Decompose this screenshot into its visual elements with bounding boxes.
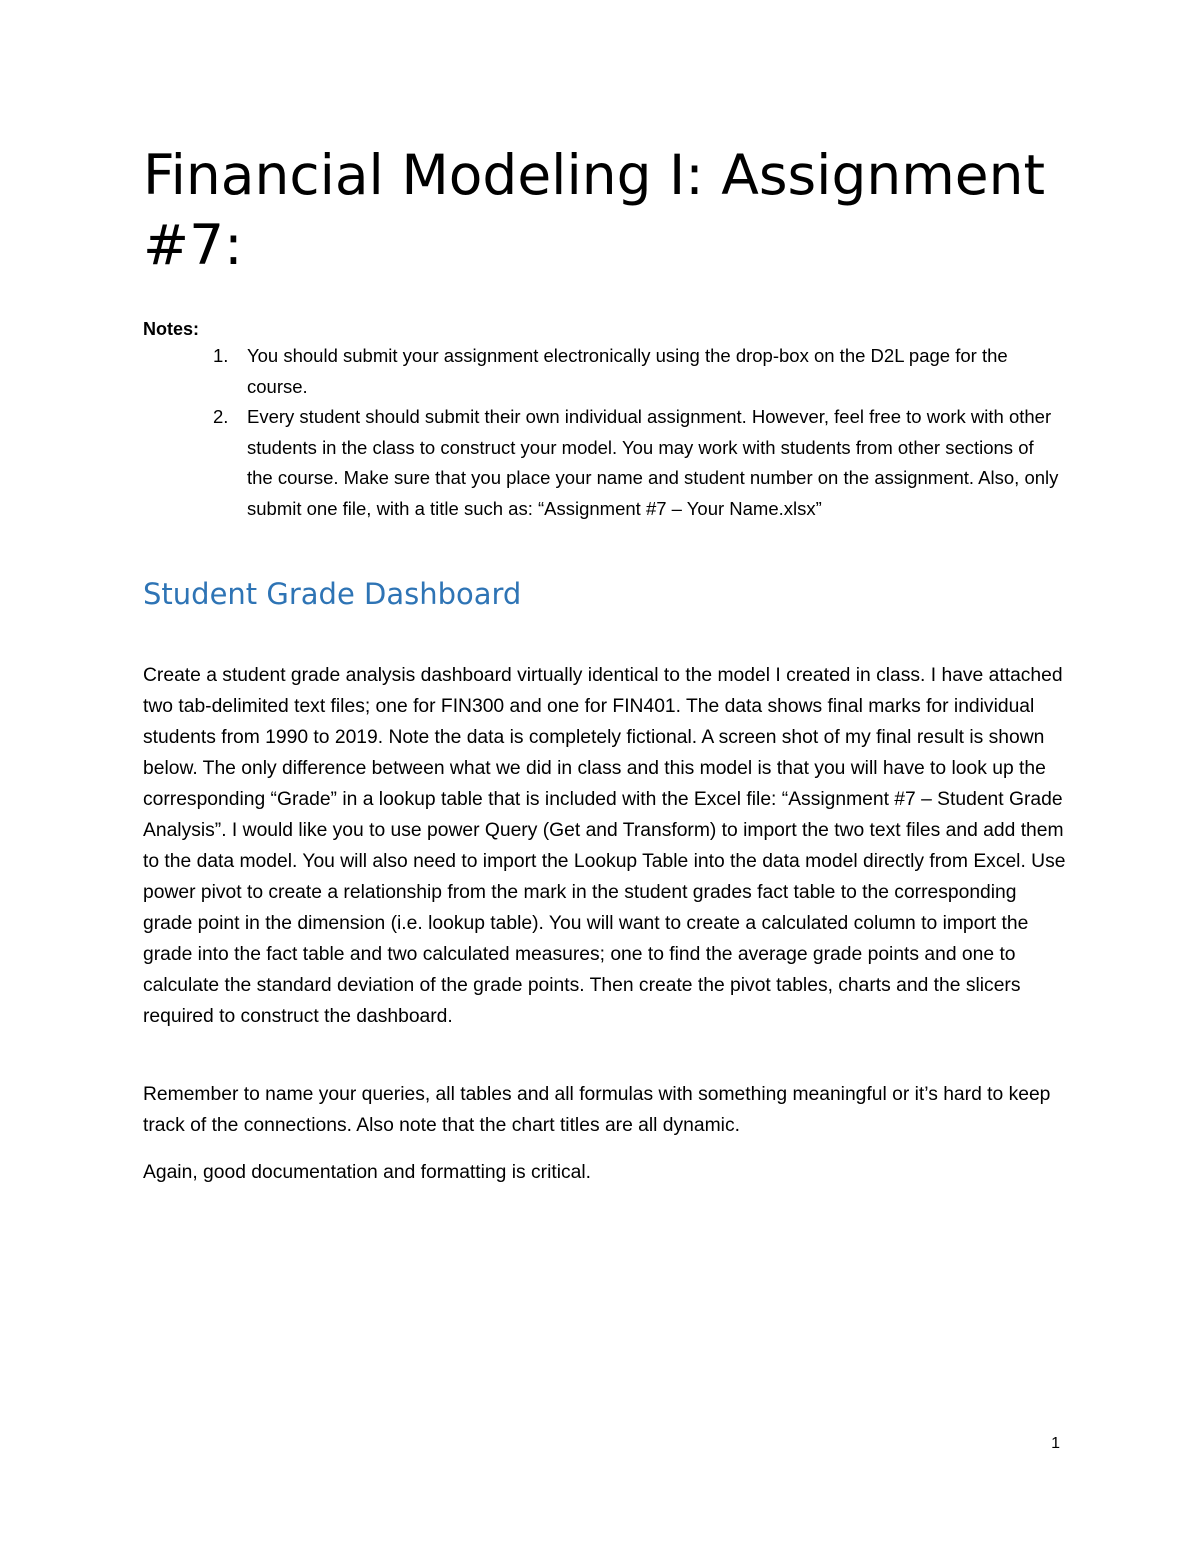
- note-text: Every student should submit their own individual assignment. However, feel free to work with other students in the class to construct your model. You may work with students from other sections of the course. Make sure that you place your name and student number on the assignment. Also, only submit one file, with a title such as: “Assignment #7 – Your Name.xlsx”: [247, 406, 1059, 519]
- note-number: 1.: [213, 345, 229, 366]
- note-number: 2.: [213, 406, 229, 427]
- notes-label: Notes:: [143, 319, 200, 339]
- notes-list: [143, 341, 1063, 524]
- note-text: You should submit your assignment electronically using the drop-box on the D2L page for the course.: [247, 345, 1008, 397]
- document-title: Financial Modeling I: Assignment #7:: [143, 143, 1046, 277]
- note-item: [143, 341, 1063, 402]
- body-paragraph: Create a student grade analysis dashboard virtually identical to the model I created in class. I have attached two tab-delimited text files; one for FIN300 and one for FIN401. The data shows final marks for individual students from 1990 to 2019. Note the data is completely fictional. A screen shot of my final result is shown below. The only difference between what we did in class and this model is that you will have to look up the corresponding “Grade” in a lookup table that is included with the Excel file: “Assignment #7 – Student Grade Analysis”. I would like you to use power Query (Get and Transform) to import the two text files and add them to the data model. You will also need to import the Lookup Table into the data model directly from Excel. Use power pivot to create a relationship from the mark in the student grades fact table to the corresponding grade point in the dimension (i.e. lookup table). You will want to create a calculated column to import the grade into the fact table and two calculated measures; one to find the average grade points and one to calculate the standard deviation of the grade points. Then create the pivot tables, charts and the slicers required to construct the dashboard.: [143, 665, 1066, 1027]
- body-paragraph: Again, good documentation and formatting is critical.: [143, 1162, 592, 1183]
- body-paragraph: Remember to name your queries, all tables and all formulas with something meaningful or it’s hard to keep track of the connections. Also note that the chart titles are all dynamic.: [143, 1084, 1051, 1136]
- page-number: 1: [1051, 1435, 1060, 1452]
- section-heading: Student Grade Dashboard: [143, 577, 522, 611]
- note-item: [143, 402, 1063, 524]
